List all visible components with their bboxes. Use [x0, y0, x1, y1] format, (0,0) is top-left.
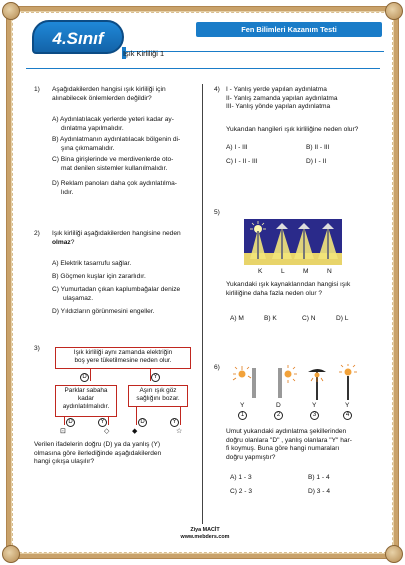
light-label-m: M: [303, 268, 309, 275]
test-title: Fen Bilimleri Kazanım Testi: [196, 22, 382, 37]
flow-mark-y: Y: [98, 418, 107, 427]
rope-knot-icon: [2, 545, 20, 563]
light-label-n: N: [327, 268, 332, 275]
question-number: 4): [214, 86, 220, 93]
question-number: 5): [214, 209, 220, 216]
q2-option-c: C) Yumurtadan çıkan kaplumbağalar denize: [52, 286, 181, 293]
q5-option-b: B) K: [264, 315, 277, 322]
rope-knot-icon: [385, 545, 403, 563]
lamp-mark: Y: [240, 402, 245, 409]
q1-stem-line: alınabilecek önlemlerden değildir?: [52, 94, 152, 102]
flow-arrow: [90, 369, 91, 381]
question-number: 2): [34, 230, 40, 237]
q2-option-a: A) Elektrik tasarrufu sağlar.: [52, 260, 132, 267]
light-label-l: L: [281, 268, 285, 275]
q3-stem: Verilen ifadelerin doğru (D) ya da yanlış (Y) olmasına göre ilerlediğinde aşağıdakilerden hangi çıkışa ulaşılır?: [34, 441, 162, 466]
q4-stem: Yukarıdan hangileri ışık kirliliğine neden olur?: [226, 126, 359, 133]
flow-statement-left: Parklar sabaha kadar aydınlatılmalıdır.: [55, 385, 117, 417]
header: [26, 20, 382, 54]
footer: [150, 527, 260, 541]
q1-option-d: D) Reklam panoları daha çok aydınlatılma- lıdır.: [52, 180, 177, 196]
q4-items: I - Yanlış yerde yapılan aydınlatma II- Yanlış zamanda yapılan aydınlatma III- Yanlış yönde yapılan aydınlatma: [226, 86, 338, 111]
q6-option-b: B) 1 - 4: [308, 474, 330, 481]
q2-option-c-cont: ulaşamaz.: [63, 295, 94, 302]
q1-stem: [52, 86, 166, 103]
exit-filled-diamond-icon: ◆: [132, 428, 138, 435]
lamp-number: 4: [343, 411, 352, 420]
flow-mark-d: D: [66, 418, 75, 427]
q6-stem: Umut yukarıdaki aydınlatma şekillerinden doğru olanlara "D" , yanlış olanlara "Y" har- fi koymuş. Buna göre hangi numaraları doğru yapmıştır?: [226, 428, 352, 461]
q6-option-d: D) 3 - 4: [308, 488, 330, 495]
site-link[interactable]: www.mebders.com: [180, 534, 230, 540]
flow-arrow: [64, 417, 65, 425]
q1-option-a: A) Aydınlatılacak yerlerde yeteri kadar ay- dınlatma yapılmalıdır.: [52, 116, 174, 132]
exit-star-icon: ☆: [176, 428, 183, 435]
q5-option-a: A) M: [230, 315, 244, 322]
lamp-mark: Y: [312, 402, 317, 409]
q1-option-b: B) Aydınlatmanın aydınlatılacak bölgenin di- şına çıkmamalıdır.: [52, 136, 181, 152]
grade-badge: 4.Sınıf: [32, 20, 124, 54]
flow-mark-d: D: [138, 418, 147, 427]
rope-knot-icon: [385, 2, 403, 20]
flow-arrow: [108, 417, 109, 425]
flow-mark-y: Y: [170, 418, 179, 427]
q5-stem: Yukarıdaki ışık kaynaklarından hangisi ışık kirliliğine daha fazla neden olur ?: [226, 281, 351, 297]
q6-option-a: A) 1 - 3: [230, 474, 252, 481]
flow-statement-top: Işık kirliliği aynı zamanda elektriğin boş yere tüketilmesine neden olur.: [55, 347, 191, 369]
q4-option-d: D) I - II: [306, 158, 327, 165]
question-number: 3): [34, 345, 40, 352]
lamp-mark: D: [276, 402, 281, 409]
q2-option-b: B) Göçmen kuşlar için zararlıdır.: [52, 273, 146, 280]
header-divider: [26, 68, 380, 69]
q4-option-a: A) I - III: [226, 144, 248, 151]
flow-statement-right: Aşırı ışık göz sağlığını bozar.: [128, 385, 188, 407]
q1-option-c: C) Bina girişlerinde ve merdivenlerde oto- mat denilen sistemler kullanılmalıdır.: [52, 156, 174, 172]
q5-option-d: D) L: [336, 315, 349, 322]
column-divider: [202, 84, 203, 524]
flow-mark-y: Y: [151, 373, 160, 382]
flow-arrow: [136, 407, 137, 425]
flow-arrow: [180, 407, 181, 425]
author-name: Ziya MACİT: [190, 527, 220, 533]
lamp-number: 2: [274, 411, 283, 420]
street-lights-image: [244, 219, 342, 265]
exit-square-icon: ⊡: [60, 428, 66, 435]
exit-diamond-icon: ◇: [104, 428, 110, 435]
q4-option-c: C) I - II - III: [226, 158, 258, 165]
subject-title: Işık Kirliliği 1: [123, 49, 165, 58]
lamp-number: 3: [310, 411, 319, 420]
rope-knot-icon: [2, 2, 20, 20]
question-number: 6): [214, 364, 220, 371]
lamp-drawings-image: [232, 364, 362, 406]
q2-stem: Işık kirliliği aşağıdakilerden hangisine neden olmaz?: [52, 230, 181, 246]
q1-stem-line: Aşağıdakilerden hangisi ışık kirliliği için: [52, 86, 166, 93]
question-number: 1): [34, 86, 40, 93]
q4-option-b: B) II - III: [306, 144, 330, 151]
lamp-mark: Y: [345, 402, 350, 409]
lamp-number: 1: [238, 411, 247, 420]
flow-mark-d: D: [80, 373, 89, 382]
q5-option-c: C) N: [302, 315, 316, 322]
light-label-k: K: [258, 268, 263, 275]
q6-option-c: C) 2 - 3: [230, 488, 252, 495]
q2-option-d: D) Yıldızların görünmesini engeller.: [52, 308, 155, 315]
